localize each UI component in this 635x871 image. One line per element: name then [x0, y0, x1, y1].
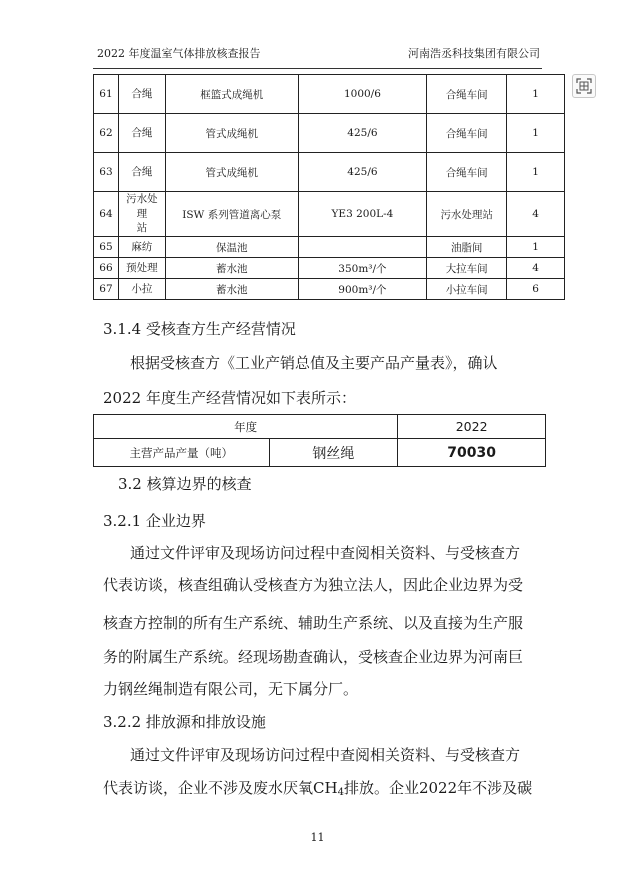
paragraph-line: 2022 年度生产经营情况如下表所示：: [103, 389, 356, 407]
section-heading-3-2: 3.2 核算边界的核查: [118, 475, 252, 493]
table-row: [94, 439, 546, 467]
table-row: [94, 279, 565, 300]
row-equipment-name: 蓄水池: [165, 279, 298, 300]
section-heading-3-2-1: 3.2.1 企业边界: [103, 512, 206, 530]
row-spec: YE3 200L-4: [298, 192, 427, 237]
row-quantity: 1: [507, 237, 565, 258]
row-category: 合绳: [118, 75, 165, 114]
row-spec: [298, 237, 427, 258]
row-equipment-name: 保温池: [165, 237, 298, 258]
row-number: 63: [94, 153, 119, 192]
row-location: 大拉车间: [427, 258, 507, 279]
row-number: 65: [94, 237, 119, 258]
year-value-cell: 2022: [398, 415, 546, 439]
production-table: [93, 414, 546, 467]
paragraph-line: [103, 777, 532, 798]
subscript-text: 4: [337, 787, 344, 798]
table-row: [94, 237, 565, 258]
row-category: 合绳: [118, 153, 165, 192]
page-number: 11: [310, 831, 325, 844]
paragraph-text-part: 排放。企业2022年不涉及碳: [343, 779, 533, 797]
row-category: 合绳: [118, 114, 165, 153]
row-quantity: 1: [507, 153, 565, 192]
paragraph-line: 务的附属生产系统。经现场勘查确认，受核查企业边界为河南巨: [103, 648, 524, 666]
section-heading-3-2-2: 3.2.2 排放源和排放设施: [103, 713, 266, 731]
row-category: 麻纺: [118, 237, 165, 258]
row-equipment-name: 框篮式成绳机: [165, 75, 298, 114]
row-number: 66: [94, 258, 119, 279]
paragraph-line: 代表访谈，核查组确认受核查方为独立法人，因此企业边界为受: [103, 576, 524, 594]
row-category-line1: 污水处理: [126, 193, 158, 220]
row-number: 64: [94, 192, 119, 237]
paragraph-line: 通过文件评审及现场访问过程中查阅相关资料、与受核查方: [130, 746, 521, 764]
row-category-line2: 站: [136, 222, 148, 235]
paragraph-line: 核查方控制的所有生产系统、辅助生产系统、以及直接为生产服: [103, 614, 524, 632]
ocr-scan-button[interactable]: [572, 74, 596, 98]
header-divider: [93, 68, 542, 69]
equipment-table: [93, 74, 565, 300]
table-row: [94, 192, 565, 237]
row-location: 油脂间: [427, 237, 507, 258]
table-row: [94, 114, 565, 153]
row-quantity: 1: [507, 75, 565, 114]
row-number: 67: [94, 279, 119, 300]
output-value-cell: 70030: [398, 439, 546, 467]
row-number: 61: [94, 75, 119, 114]
row-number: 62: [94, 114, 119, 153]
output-label-cell: 主营产品产量（吨）: [94, 439, 270, 467]
row-quantity: 1: [507, 114, 565, 153]
row-spec: 425/6: [298, 153, 427, 192]
table-row: [94, 153, 565, 192]
row-location: 小拉车间: [427, 279, 507, 300]
row-category: 预处理: [118, 258, 165, 279]
header-company-name: 河南浩丞科技集团有限公司: [408, 47, 540, 60]
row-category: 小拉: [118, 279, 165, 300]
paragraph-line: 力钢丝绳制造有限公司，无下属分厂。: [103, 680, 359, 698]
row-location: 污水处理站: [427, 192, 507, 237]
row-location: 合绳车间: [427, 114, 507, 153]
header-report-title: 2022 年度温室气体排放核查报告: [97, 47, 261, 60]
table-row: [94, 415, 546, 439]
paragraph-text-part: 代表访谈，企业不涉及废水厌氧CH: [103, 779, 338, 797]
product-cell: 钢丝绳: [269, 439, 398, 467]
row-equipment-name: 管式成绳机: [165, 114, 298, 153]
row-quantity: 4: [507, 258, 565, 279]
row-equipment-name: 蓄水池: [165, 258, 298, 279]
row-equipment-name: 管式成绳机: [165, 153, 298, 192]
row-category: [118, 192, 165, 237]
ocr-scan-icon: [576, 78, 592, 94]
row-location: 合绳车间: [427, 153, 507, 192]
row-equipment-name: ISW 系列管道离心泵: [165, 192, 298, 237]
row-spec: 1000/6: [298, 75, 427, 114]
row-quantity: 4: [507, 192, 565, 237]
year-label-cell: 年度: [94, 415, 398, 439]
table-row: [94, 75, 565, 114]
section-heading-3-1-4: 3.1.4 受核查方生产经营情况: [103, 320, 296, 338]
row-spec: 425/6: [298, 114, 427, 153]
paragraph-line: 通过文件评审及现场访问过程中查阅相关资料、与受核查方: [130, 544, 521, 562]
row-location: 合绳车间: [427, 75, 507, 114]
paragraph-line: 根据受核查方《工业产销总值及主要产品产量表》，确认: [130, 354, 498, 372]
row-spec: 350m³/个: [298, 258, 427, 279]
row-spec: 900m³/个: [298, 279, 427, 300]
row-quantity: 6: [507, 279, 565, 300]
table-row: [94, 258, 565, 279]
